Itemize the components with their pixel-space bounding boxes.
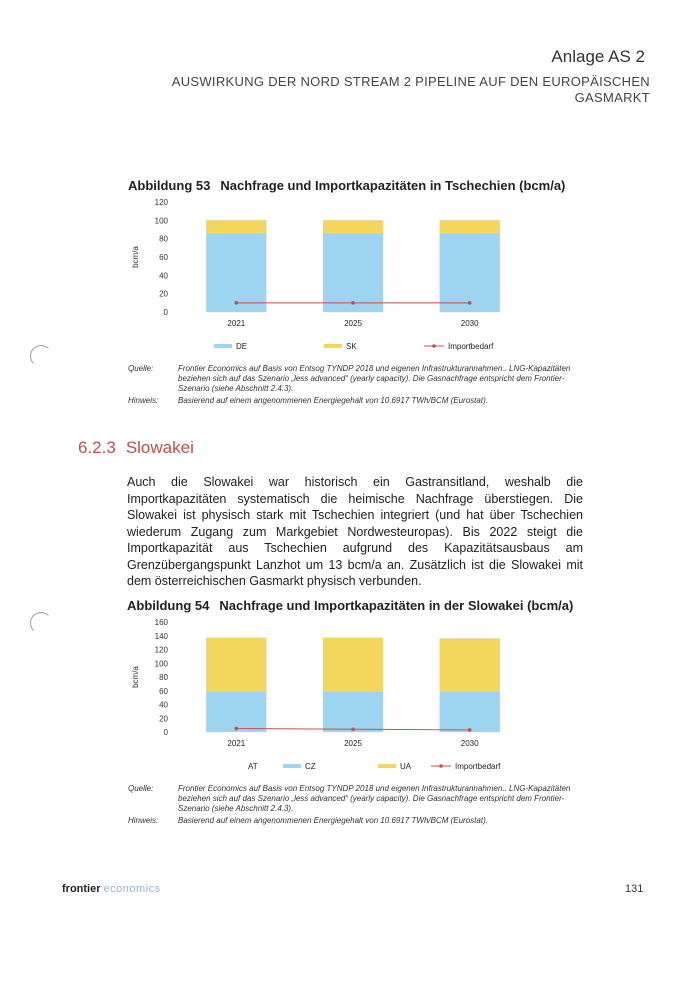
chart54-x-tick-label: 2021 [227, 739, 246, 748]
chart54-bar-ua-2021 [206, 638, 266, 692]
chart53-legend-label-de: DE [236, 342, 248, 351]
chart53-y-tick-label: 60 [159, 253, 168, 262]
figure-54-source-label: Quelle: [128, 784, 154, 793]
chart53-legend-swatch-de [214, 344, 232, 348]
figure-53-source [128, 364, 573, 406]
chart54-y-tick-label: 160 [154, 618, 168, 627]
section-paragraph: Auch die Slowakei war historisch ein Gastransitland, weshalb die Importkapazitäten systematisch die heimische Nachfrage überstiegen. Die Slowakei ist physisch stark mit Tschechien integriert (und hat über Tschechien wiederum Zugang zum Markgebiet Nordwesteuropas). Bis 2022 steigt die Importkapazität aus Tschechien aufgrund des Kapazitätsausbaus am Grenzübergangspunkt Lanzhot um 13 bcm/a an. Zusätzlich ist die Slowakei mit dem österreichischen Gasmarkt physisch verbunden. [127, 475, 583, 588]
figure-54-number: Abbildung 54 [127, 598, 210, 613]
figure-53-note-label: Hinweis: [128, 396, 159, 405]
chart54-legend-label-ua: UA [400, 762, 412, 771]
chart54-bar-ua-2030 [440, 639, 500, 692]
document-subtitle: AUSWIRKUNG DER NORD STREAM 2 PIPELINE AUF DEN EUROPÄISCHEN GASMARKT [171, 74, 650, 105]
chart54-legend-swatch-cz [283, 764, 301, 768]
figure-53-chart [120, 192, 570, 362]
chart54-point-importbedarf-2025 [351, 727, 355, 731]
chart54-x-tick-label: 2025 [344, 739, 362, 748]
section-number: 6.2.3 [78, 438, 116, 457]
chart53-bar-de-2021 [206, 233, 266, 312]
section-heading [78, 438, 194, 458]
chart53-x-tick-label: 2030 [460, 319, 479, 328]
figure-54-chart [120, 612, 570, 782]
chart54-bar-ua-2025 [323, 638, 383, 692]
chart53-point-importbedarf-2025 [351, 301, 355, 305]
chart54-bar-cz-2025 [323, 691, 383, 732]
chart54-y-tick-label: 0 [163, 728, 168, 737]
page-number: 131 [625, 883, 644, 895]
chart53-bar-sk-2021 [206, 220, 266, 233]
chart54-legend-marker-importbedarf [439, 764, 443, 768]
chart54-legend-label-at: AT [248, 762, 258, 771]
chart53-bar-de-2025 [323, 233, 383, 312]
figure-54-title [127, 598, 573, 613]
figure-54-source-text: Frontier Economics auf Basis von Entsog TYNDP 2018 und eigenen Infrastrukturannahmen.. LNG-Kapazitäten beziehen sich auf das Szenario „less advanced“ (yearly capacity). Die Gasnachfrage entspricht dem Frontier-Szenario (siehe Abschnitt 2.4.3). [178, 784, 571, 813]
section-title: Slowakei [125, 438, 194, 457]
appendix-title: Anlage AS 2 [551, 47, 645, 66]
chart54-y-axis-label: bcm/a [131, 666, 140, 688]
footer-brand [62, 883, 161, 895]
chart54-y-tick-label: 40 [159, 700, 168, 710]
chart53-y-axis-label: bcm/a [131, 246, 140, 268]
figure-53-number: Abbildung 53 [128, 178, 211, 193]
chart54-y-tick-label: 20 [159, 714, 168, 724]
chart54-y-tick-label: 100 [154, 659, 168, 669]
chart53-legend-label-importbedarf: Importbedarf [448, 342, 494, 351]
chart53-x-tick-label: 2021 [227, 319, 246, 328]
figure-53-title [128, 178, 565, 193]
chart54-bar-cz-2021 [206, 691, 266, 732]
chart54-x-tick-label: 2030 [460, 739, 479, 748]
chart53-y-tick-label: 20 [159, 289, 168, 299]
chart54-point-importbedarf-2021 [235, 727, 239, 731]
punch-hole [30, 345, 52, 367]
chart54-y-tick-label: 60 [159, 686, 168, 696]
chart53-legend-marker-importbedarf [432, 344, 436, 348]
punch-hole [30, 612, 52, 634]
chart54-point-importbedarf-2030 [468, 728, 472, 732]
chart53-bar-de-2030 [440, 233, 500, 312]
figure-53-source-text: Frontier Economics auf Basis von Entsog TYNDP 2018 und eigenen Infrastrukturannahmen.. LNG-Kapazitäten beziehen sich auf das Szenario „less advanced“ (yearly capacity). Die Gasnachfrage entspricht dem Frontier-Szenario (siehe Abschnitt 2.4.3). [178, 364, 571, 393]
chart53-bar-sk-2025 [323, 220, 383, 233]
figure-54-note-label: Hinweis: [128, 816, 159, 825]
chart53-point-importbedarf-2030 [468, 301, 472, 305]
chart53-y-tick-label: 40 [159, 271, 168, 281]
figure-54-note-text: Basierend auf einem angenommenen Energiegehalt von 10.6917 TWh/BCM (Eurostat). [178, 816, 488, 825]
chart54-y-tick-label: 120 [154, 645, 168, 655]
figure-54-source [128, 784, 573, 826]
chart53-x-tick-label: 2025 [344, 319, 362, 328]
chart54-legend-label-cz: CZ [305, 762, 316, 771]
footer-brand-light: economics [103, 883, 161, 895]
chart54-y-tick-label: 80 [159, 673, 168, 682]
chart53-bar-sk-2030 [440, 220, 500, 233]
chart53-y-tick-label: 80 [159, 234, 168, 244]
chart54-bar-cz-2030 [440, 691, 500, 732]
chart54-legend-label-importbedarf: Importbedarf [455, 762, 501, 771]
chart53-y-tick-label: 120 [154, 198, 168, 207]
figure-54-caption: Nachfrage und Importkapazitäten in der Slowakei (bcm/a) [219, 598, 574, 613]
chart54-y-tick-label: 140 [154, 631, 168, 641]
chart53-legend-swatch-sk [324, 344, 342, 348]
chart53-y-tick-label: 100 [154, 216, 168, 226]
chart53-point-importbedarf-2021 [235, 301, 239, 305]
footer-brand-bold: frontier [62, 883, 101, 895]
figure-53-caption: Nachfrage und Importkapazitäten in Tschechien (bcm/a) [220, 178, 566, 193]
figure-53-source-label: Quelle: [128, 364, 154, 373]
chart53-legend-label-sk: SK [346, 342, 357, 351]
chart54-legend-swatch-ua [378, 764, 396, 768]
chart53-y-tick-label: 0 [163, 308, 168, 317]
figure-53-note-text: Basierend auf einem angenommenen Energiegehalt von 10.6917 TWh/BCM (Eurostat). [178, 396, 488, 405]
